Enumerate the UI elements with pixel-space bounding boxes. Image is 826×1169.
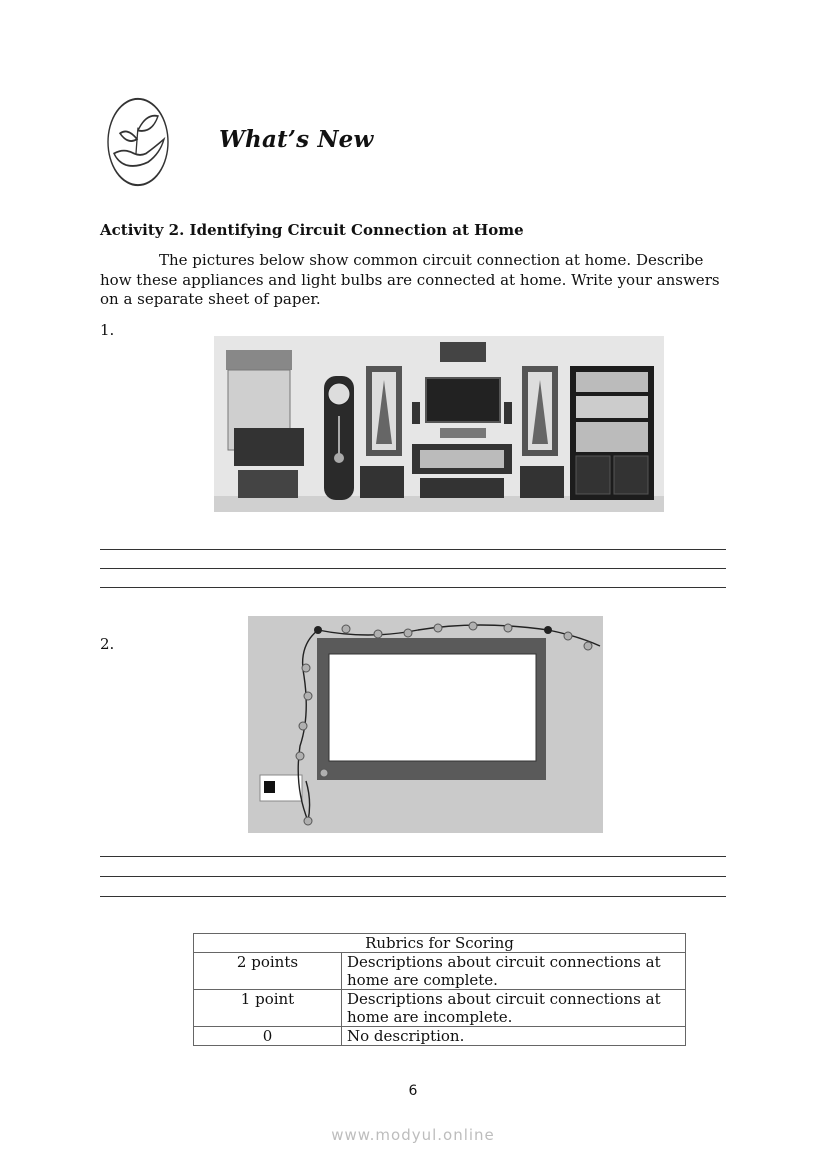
activity-instructions: The pictures below show common circuit connection at home. Describe how these appliances and light bulbs are connected at home. Write your answers on a separate sheet of paper. bbox=[100, 251, 720, 308]
rubric-points: 0 bbox=[194, 1027, 342, 1046]
answer-line[interactable] bbox=[100, 856, 726, 857]
answer-line[interactable] bbox=[100, 549, 726, 550]
activity-title: Activity 2. Identifying Circuit Connection at Home bbox=[100, 221, 524, 239]
rubric-points: 1 point bbox=[194, 990, 342, 1027]
page-number: 6 bbox=[408, 1083, 418, 1099]
rubric-points: 2 points bbox=[194, 953, 342, 990]
watermark: www.modyul.online bbox=[331, 1126, 495, 1144]
rubric-table bbox=[193, 933, 686, 1046]
answer-line[interactable] bbox=[100, 896, 726, 897]
hand-plant-icon bbox=[106, 96, 170, 188]
item-number-2: 2. bbox=[100, 635, 115, 653]
rubric-row bbox=[194, 1027, 686, 1046]
answer-line[interactable] bbox=[100, 568, 726, 569]
rubric-description: No description. bbox=[342, 1027, 686, 1046]
living-room-appliances-illustration bbox=[214, 336, 664, 512]
rubric-description: Descriptions about circuit connections at home are complete. bbox=[342, 953, 686, 990]
answer-line[interactable] bbox=[100, 876, 726, 877]
rubric-title: Rubrics for Scoring bbox=[194, 934, 686, 953]
answer-line[interactable] bbox=[100, 587, 726, 588]
rubric-row bbox=[194, 953, 686, 990]
rubric-header-row bbox=[194, 934, 686, 953]
section-title: What’s New bbox=[219, 126, 374, 153]
rubric-description: Descriptions about circuit connections at home are incomplete. bbox=[342, 990, 686, 1027]
string-lights-frame-illustration bbox=[248, 616, 603, 833]
item-number-1: 1. bbox=[100, 321, 115, 339]
rubric-row bbox=[194, 990, 686, 1027]
